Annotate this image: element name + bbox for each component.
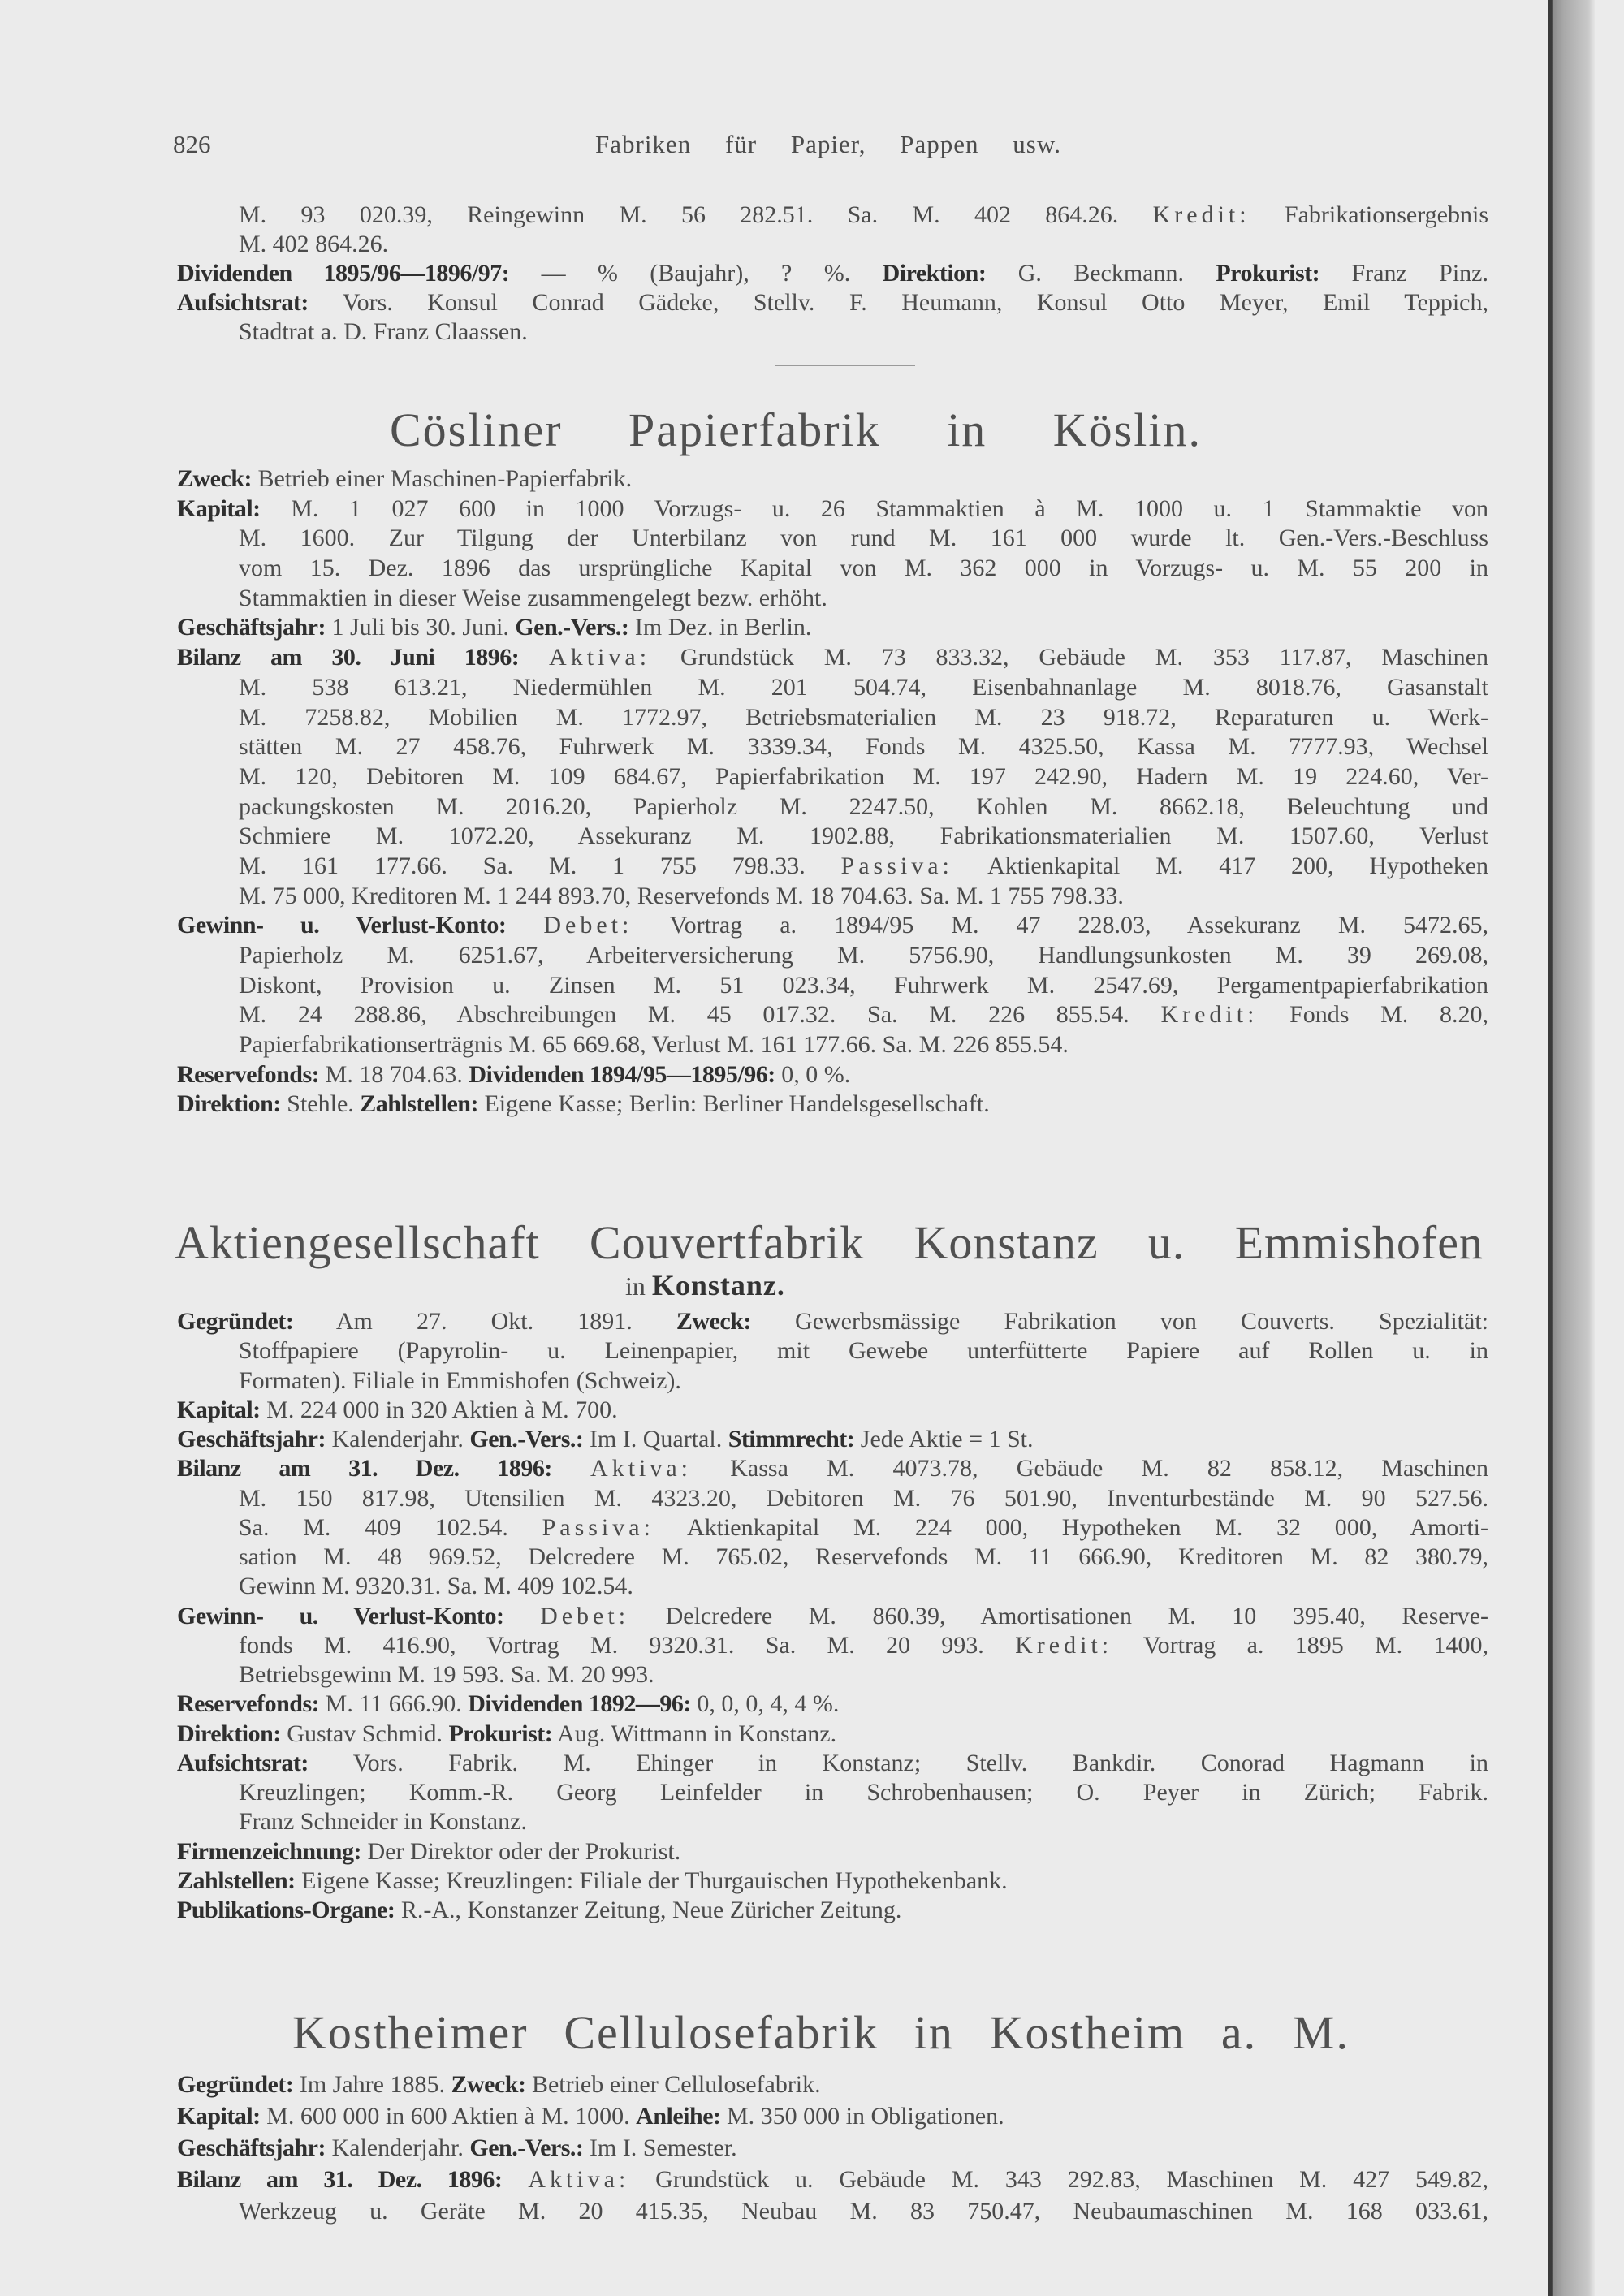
previous-entry-continuation [177, 201, 1488, 347]
spaced-sublabel: Debet: [540, 1602, 630, 1629]
field-label: Gen.-Vers.: [469, 1426, 584, 1452]
entry-couvertfabrik-konstanz [177, 1307, 1488, 1925]
text-line [177, 259, 1488, 288]
text-line [177, 941, 1488, 971]
body-text: Schmiere M. 1072.20, Assekuranz M. 1902.88, Fabrikationsmaterialien M. 1507.60, Verlust [239, 822, 1488, 850]
field-label: Direktion: [177, 1720, 281, 1747]
body-text: Delcredere M. 860.39, Amortisationen M. 10 395.40, Reserve- [629, 1602, 1488, 1629]
body-text [519, 644, 549, 671]
body-text: M. 1600. Zur Tilgung der Unterbilanz von rund M. 161 000 wurde lt. Gen.-Vers.-Beschluss [239, 524, 1488, 552]
body-text: Kalenderjahr. [325, 2134, 470, 2161]
body-text: Eigene Kasse; Kreuzlingen: Filiale der Thurgauischen Hypothekenbank. [295, 1867, 1008, 1894]
body-text: M. 24 288.86, Abschreibungen M. 45 017.32. Sa. M. 226 855.54. [239, 1001, 1161, 1029]
body-text: Papierholz M. 6251.67, Arbeiterversicherung M. 5756.90, Handlungsunkosten M. 39 269.08, [239, 942, 1488, 969]
body-text: Werkzeug u. Geräte M. 20 415.35, Neubau M. 83 750.47, Neubaumaschinen M. 168 033.61, [239, 2198, 1488, 2225]
body-text: Gewinn M. 9320.31. Sa. M. 409 102.54. [239, 1573, 633, 1600]
body-text: M. 93 020.39, Reingewinn M. 56 282.51. Sa. M. 402 864.26. [239, 201, 1153, 228]
body-text: packungskosten M. 2016.20, Papierholz M. 2247.50, Kohlen M. 8662.18, Beleuchtung und [239, 792, 1488, 820]
field-label: Reservefonds: [177, 1690, 320, 1718]
field-label: Aufsichtsrat: [177, 289, 309, 316]
body-text: M. 7258.82, Mobilien M. 1772.97, Betriebsmaterialien M. 23 918.72, Reparaturen u. Werk- [239, 703, 1488, 731]
field-label: Stimmrecht: [728, 1426, 855, 1452]
entry-field [177, 1867, 1488, 1896]
body-text: Eigene Kasse; Berlin: Berliner Handelsgesellschaft. [477, 1090, 990, 1118]
spaced-sublabel: Passiva: [840, 852, 953, 879]
field-label: Dividenden 1894/95—1895/96: [469, 1060, 775, 1088]
entry-field [177, 1454, 1488, 1601]
body-text: Jede Aktie = 1 St. [854, 1426, 1034, 1452]
body-text: M. 11 666.90. [319, 1690, 469, 1718]
field-label: Zweck: [676, 1308, 751, 1335]
body-text: Fonds M. 8.20, [1258, 1001, 1488, 1029]
field-label: Gegründet: [177, 1308, 294, 1335]
field-label: Geschäftsjahr: [177, 1426, 326, 1452]
text-line [177, 1366, 1488, 1396]
entry-field [177, 643, 1488, 911]
text-line [177, 1396, 1488, 1425]
text-line [177, 2164, 1488, 2195]
body-text: M. 18 704.63. [319, 1060, 469, 1088]
entry-field [177, 2164, 1488, 2227]
text-line [177, 703, 1488, 733]
spaced-sublabel: Debet: [543, 912, 633, 939]
field-label: Firmenzeichnung: [177, 1837, 361, 1865]
entry-field [177, 1720, 1488, 1749]
field-label: Dividenden 1892—96: [468, 1690, 691, 1718]
body-text: Aktienkapital M. 417 200, Hypotheken [952, 852, 1488, 879]
body-text: M. 1 027 600 in 1000 Vorzugs- u. 26 Stammaktien à M. 1000 u. 1 Stammaktie von [260, 494, 1488, 522]
spaced-sublabel: Passiva: [542, 1513, 654, 1541]
spaced-sublabel: Aktiva: [528, 2166, 630, 2193]
body-text: M. 75 000, Kreditoren M. 1 244 893.70, Reservefonds M. 18 704.63. Sa. M. 1 755 798.33. [239, 882, 1124, 909]
text-line [177, 494, 1488, 524]
field-label: Bilanz am 30. Juni 1896: [177, 644, 520, 671]
text-line [177, 1631, 1488, 1660]
body-text [502, 2166, 528, 2193]
entry-field [177, 1749, 1488, 1837]
text-line [177, 1060, 1488, 1090]
text-line [177, 230, 1488, 259]
text-line [177, 1778, 1488, 1807]
body-text: Kreuzlingen; Komm.-R. Georg Leinfelder in Schrobenhausen; O. Peyer in Zürich; Fabrik. [239, 1779, 1488, 1806]
field-label: Zahlstellen: [177, 1867, 296, 1894]
body-text: Franz Schneider in Konstanz. [239, 1808, 527, 1836]
text-line [177, 1000, 1488, 1030]
entry-field [177, 494, 1488, 614]
text-line [177, 1030, 1488, 1060]
entry-field [177, 1690, 1488, 1719]
text-line [177, 524, 1488, 554]
text-line [177, 613, 1488, 643]
text-line [177, 554, 1488, 584]
text-line [177, 1660, 1488, 1690]
body-text: vom 15. Dez. 1896 das ursprüngliche Kapital von M. 362 000 in Vorzugs- u. M. 55 200 in [239, 555, 1488, 582]
field-label: Gegründet: [177, 2071, 294, 2098]
body-text: M. 120, Debitoren M. 109 684.67, Papierfabrikation M. 197 242.90, Hadern M. 19 224.60, Ver- [239, 762, 1488, 790]
entry-field [177, 1396, 1488, 1425]
subtitle-place: Konstanz. [651, 1269, 785, 1301]
field-label: Zweck: [177, 465, 252, 492]
text-line [177, 732, 1488, 762]
entry-kostheimer-cellulosefabrik [177, 2069, 1488, 2227]
field-label: Direktion: [177, 1090, 281, 1118]
body-text: M. 538 613.21, Niedermühlen M. 201 504.74, Eisenbahnanlage M. 8018.76, Gasanstalt [239, 673, 1488, 701]
body-text: Am 27. Okt. 1891. [293, 1308, 676, 1335]
text-line [177, 584, 1488, 614]
text-line [177, 911, 1488, 941]
text-line [177, 1513, 1488, 1543]
body-text: Grundstück M. 73 833.32, Gebäude M. 353 117.87, Maschinen [650, 644, 1488, 671]
field-label: Geschäftsjahr: [177, 2134, 326, 2161]
text-line [177, 1336, 1488, 1366]
field-label: Anleihe: [636, 2103, 721, 2130]
entry-field [177, 464, 1488, 494]
field-label: Publikations-Organe: [177, 1897, 395, 1923]
body-text: Aug. Wittmann in Konstanz. [552, 1720, 837, 1747]
entry-field [177, 259, 1488, 288]
body-text: Der Direktor oder der Prokurist. [361, 1837, 681, 1865]
body-text: Vortrag a. 1894/95 M. 47 228.03, Assekuranz M. 5472.65, [633, 912, 1488, 939]
body-text: Diskont, Provision u. Zinsen M. 51 023.34, Fuhrwerk M. 2547.69, Pergamentpapierfabrikation [239, 971, 1488, 999]
text-line [177, 1572, 1488, 1601]
spaced-sublabel: Aktiva: [590, 1455, 693, 1482]
body-text: Stoffpapiere (Papyrolin- u. Leinenpapier, mit Gewebe unterfütterte Papiere auf Rollen u. in [239, 1337, 1488, 1365]
company-title-coesliner: Cösliner Papierfabrik in Köslin. [390, 404, 1202, 456]
text-line [177, 2069, 1488, 2100]
body-text: Fabrikationsergebnis [1250, 201, 1488, 228]
entry-coesliner-papierfabrik [177, 464, 1488, 1120]
body-text: Grundstück u. Gebäude M. 343 292.83, Maschinen M. 427 549.82, [629, 2166, 1488, 2193]
field-label: Gen.-Vers.: [515, 614, 629, 641]
body-text: Vors. Konsul Conrad Gädeke, Stellv. F. Heumann, Konsul Otto Meyer, Emil Teppich, [308, 289, 1488, 316]
field-label: Kapital: [177, 2103, 261, 2130]
entry-field [177, 2132, 1488, 2164]
entry-field [177, 1602, 1488, 1690]
entry-field [177, 1425, 1488, 1454]
body-text: M. 350 000 in Obligationen. [720, 2103, 1004, 2130]
body-text: 0, 0, 0, 4, 4 %. [690, 1690, 840, 1718]
body-text: Gewerbsmässige Fabrikation von Couverts. Spezialität: [750, 1308, 1488, 1335]
text-line [177, 317, 1488, 347]
field-label: Gewinn- u. Verlust-Konto: [177, 1602, 504, 1629]
text-line [177, 1690, 1488, 1719]
body-text: Franz Pinz. [1320, 260, 1488, 287]
text-line [177, 1602, 1488, 1631]
text-line [177, 1896, 1488, 1925]
subtitle-prefix: in [625, 1271, 646, 1301]
text-line [177, 1307, 1488, 1336]
body-text: Gustav Schmid. [280, 1720, 449, 1747]
text-line [177, 288, 1488, 317]
field-label: Bilanz am 31. Dez. 1896: [177, 1455, 552, 1482]
entry-field [177, 911, 1488, 1060]
text-line [177, 1543, 1488, 1572]
field-label: Zweck: [451, 2071, 526, 2098]
entry-field [177, 2100, 1488, 2132]
section-divider [775, 365, 915, 366]
text-line [177, 673, 1488, 703]
field-label: Reservefonds: [177, 1060, 320, 1088]
body-text: Im I. Quartal. [583, 1426, 728, 1452]
field-label: Kapital: [177, 494, 261, 522]
body-text: Aktienkapital M. 224 000, Hypotheken M. 32 000, Amorti- [654, 1513, 1488, 1541]
body-text [552, 1455, 590, 1482]
text-line [177, 1807, 1488, 1836]
field-label: Geschäftsjahr: [177, 614, 326, 641]
body-text: M. 600 000 in 600 Aktien à M. 1000. [260, 2103, 637, 2130]
body-text: M. 224 000 in 320 Aktien à M. 700. [260, 1396, 618, 1423]
body-text: Vortrag a. 1895 M. 1400, [1112, 1631, 1488, 1659]
text-line [177, 643, 1488, 673]
entry-field [177, 1837, 1488, 1867]
company-title-kostheim: Kostheimer Cellulosefabrik in Kostheim a. M. [292, 2006, 1350, 2059]
body-text: M. 402 864.26. [239, 231, 389, 257]
body-text: Sa. M. 409 102.54. [239, 1513, 542, 1541]
spaced-sublabel: Aktiva: [549, 644, 651, 671]
body-text: Im Dez. in Berlin. [628, 614, 812, 641]
body-text: Im I. Semester. [583, 2134, 737, 2161]
text-line [177, 1867, 1488, 1896]
text-line [177, 792, 1488, 822]
entry-field [177, 1060, 1488, 1090]
text-line [177, 1454, 1488, 1483]
scan-binding-edge [1548, 0, 1595, 2296]
body-text: Formaten). Filiale in Emmishofen (Schweiz). [239, 1366, 681, 1394]
text-line [177, 201, 1488, 230]
field-label: Gen.-Vers.: [469, 2134, 584, 2161]
text-line [177, 1425, 1488, 1454]
text-line [177, 1749, 1488, 1778]
body-text: Im Jahre 1885. [293, 2071, 451, 2098]
entry-field [177, 1896, 1488, 1925]
field-label: Gewinn- u. Verlust-Konto: [177, 912, 507, 939]
field-label: Prokurist: [1216, 260, 1320, 287]
text-line [177, 1720, 1488, 1749]
body-text: 0, 0 %. [775, 1060, 851, 1088]
body-text: Betriebsgewinn M. 19 593. Sa. M. 20 993. [239, 1661, 654, 1688]
page-number: 826 [173, 130, 211, 158]
body-text: Kassa M. 4073.78, Gebäude M. 82 858.12, Maschinen [692, 1455, 1488, 1482]
company-subtitle-konstanz [625, 1268, 785, 1302]
field-label: Aufsichtsrat: [177, 1749, 309, 1776]
body-text [504, 1603, 541, 1629]
text-line [177, 464, 1488, 494]
body-text: Betrieb einer Maschinen-Papierfabrik. [251, 465, 633, 492]
entry-field [177, 1307, 1488, 1396]
entry-field [177, 1090, 1488, 1120]
body-text: stätten M. 27 458.76, Fuhrwerk M. 3339.34, Fonds M. 4325.50, Kassa M. 7777.93, Wechsel [239, 733, 1488, 761]
body-text: fonds M. 416.90, Vortrag M. 9320.31. Sa. M. 20 993. [239, 1631, 1016, 1659]
spaced-sublabel: Kredit: [1015, 1631, 1113, 1659]
entry-field [177, 2069, 1488, 2100]
text-line [177, 1090, 1488, 1120]
body-text: Vors. Fabrik. M. Ehinger in Konstanz; Stellv. Bankdir. Conorad Hagmann in [308, 1749, 1488, 1776]
body-text: M. 161 177.66. Sa. M. 1 755 798.33. [239, 852, 841, 879]
text-line [177, 822, 1488, 852]
entry-field [177, 201, 1488, 259]
spaced-sublabel: Kredit: [1152, 201, 1250, 228]
running-title: Fabriken für Papier, Pappen usw. [595, 130, 1061, 158]
spaced-sublabel: Kredit: [1160, 1001, 1259, 1029]
entry-field [177, 613, 1488, 643]
company-title-konstanz: Aktiengesellschaft Couvertfabrik Konstanz u. Emmishofen [175, 1216, 1484, 1269]
field-label: Direktion: [882, 260, 987, 287]
text-line [177, 1484, 1488, 1513]
body-text: 1 Juli bis 30. Juni. [325, 614, 516, 641]
body-text: Stehle. [280, 1090, 361, 1118]
body-text: Stadtrat a. D. Franz Claassen. [239, 318, 528, 345]
body-text: Betrieb einer Cellulosefabrik. [525, 2071, 821, 2098]
text-line [177, 2195, 1488, 2227]
body-text: sation M. 48 969.52, Delcredere M. 765.02, Reservefonds M. 11 666.90, Kreditoren M. 82 380.79, [239, 1543, 1488, 1570]
text-line [177, 971, 1488, 1001]
body-text: G. Beckmann. [986, 260, 1216, 287]
body-text: Stammaktien in dieser Weise zusammengelegt bezw. erhöht. [239, 584, 827, 611]
body-text: Papierfabrikationserträgnis M. 65 669.68, Verlust M. 161 177.66. Sa. M. 226 855.54. [239, 1031, 1069, 1059]
field-label: Dividenden 1895/96—1896/97: [177, 260, 510, 287]
text-line [177, 2100, 1488, 2132]
text-line [177, 1837, 1488, 1867]
field-label: Zahlstellen: [360, 1090, 478, 1118]
text-line [177, 852, 1488, 882]
body-text [506, 912, 543, 939]
body-text: M. 150 817.98, Utensilien M. 4323.20, Debitoren M. 76 501.90, Inventurbestände M. 90 527.56. [239, 1484, 1488, 1512]
text-line [177, 882, 1488, 912]
entry-field [177, 288, 1488, 347]
field-label: Prokurist: [448, 1720, 553, 1747]
field-label: Kapital: [177, 1396, 261, 1423]
body-text: R.-A., Konstanzer Zeitung, Neue Züricher Zeitung. [395, 1897, 902, 1923]
text-line [177, 762, 1488, 792]
body-text: Kalenderjahr. [325, 1426, 470, 1452]
body-text: — % (Baujahr), ? %. [509, 260, 883, 287]
field-label: Bilanz am 31. Dez. 1896: [177, 2166, 503, 2193]
text-line [177, 2132, 1488, 2164]
